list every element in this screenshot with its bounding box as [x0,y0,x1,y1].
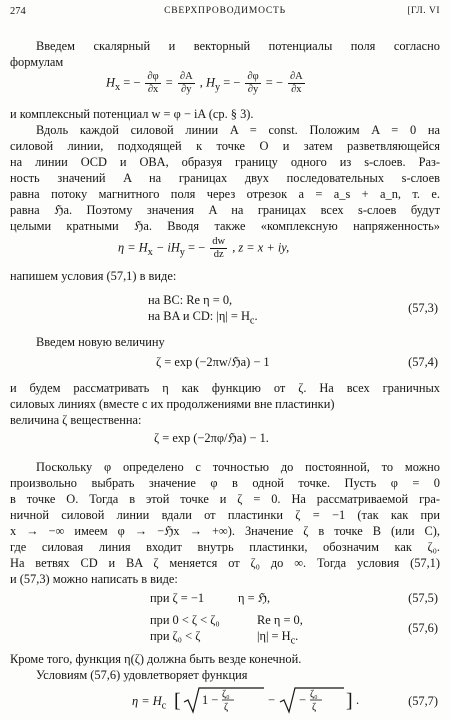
text-line: на линии OCD и OBA, образуя границу одного из s-слоев. Раз- [10,155,440,169]
fraction: $\frac{\partial A}{\partial y}$ [179,71,193,95]
fraction: $\frac{\partial\varphi}{\partial y}$ [247,71,259,95]
text-line: ничной силовой линии вдали от пластинки ζ = −1 (так как при [10,508,440,522]
equation-condition-b: при 0 < ζ < ζ₀ [150,613,220,627]
fraction: $\frac{dw}{dz}$ [212,236,226,260]
svg-text:−: − [268,693,275,707]
equation-condition-a: при ζ = −1 [150,591,205,605]
svg-text:−: − [299,693,306,707]
text-line: и будем рассматривать η как функцию от ζ. На всех граничных [10,381,440,395]
text-line: и (57,3) можно написать в виде: [10,572,178,586]
right-bracket: ] [346,690,353,712]
text-line: Условиям (57,6) удовлетворяет функция [36,668,248,682]
equation-potentials: $H_x$ = − $\frac{\partial\varphi}{\partial x}$ = $\frac{\partial A}{\partial y}$ , $H_y$ = − $\frac{\partial\varphi}{\partial y}$ = − $\frac{\partial A}{\partial x}$ [106,71,303,95]
text-line: формулам [10,55,64,69]
text-line: Введем скалярный и векторный потенциалы поля согласно [36,39,440,53]
page-header [0,6,450,22]
equation-zeta-real: ζ = exp (−2πφ/ℌa) − 1. [154,431,269,445]
text-line: напишем условия (57,1) в виде: [10,269,177,283]
equation-number: (57,4) [408,355,438,369]
equation-condition-c-value: $|\eta| = H_c$. [257,629,299,647]
fraction: $\frac{\partial\varphi}{\partial x}$ [147,71,159,95]
equation-number: (57,3) [408,301,438,315]
equation-conditions-row: на BC: Re η = 0, [148,293,233,307]
svg-text:ζ: ζ [224,702,229,713]
text-line: в точке O. Тогда в этой точке и ζ = 0. На рассматриваемой гра- [10,492,440,506]
running-title: СВЕРХПРОВОДИМОСТЬ [164,6,286,16]
chapter-label: [ГЛ. VI [407,6,440,16]
equation-solution: $\eta = H_c$ [ 1 − ζ₀ ζ − − ζ₀ ζ ] . [132,689,166,719]
text-line: равна ℌa. Поэтому значения A на границах всех s-слоев будут [10,203,440,217]
text-line: Вдоль каждой силовой линии A = const. Положим A = 0 на [36,123,440,137]
text-line: целыми кратными ℌa. Вводя также «комплексную напряженность» [10,219,440,233]
text-line: Кроме того, функция η(ζ) должна быть везде конечной. [10,652,302,666]
text-line: Введем новую величину [36,335,165,349]
text-line: Поскольку φ определено с точностью до постоянной, то можно [36,460,440,474]
page-number: 274 [10,6,26,17]
fraction: $\frac{\partial A}{\partial x}$ [289,71,303,95]
equation-number: (57,5) [408,591,438,605]
text-line: величина ζ вещественна: [10,413,142,427]
text-line: На ветвях CD и BA ζ меняется от ζ₀ до ∞. Тогда условия (57,1) [10,556,440,570]
text-line: ность значений A на границах двух последовательных s-слоев [10,171,440,185]
equation-complex-field: $\eta = H_x - iH_y$ = − $\frac{dw}{dz}$ , z = x + iy, [118,236,290,260]
equation-conditions-row: на BA и CD: $|\eta| = H_c$. [148,309,258,327]
text-line: где силовая линия входит внутрь пластинки, обозначим как ζ₀. [10,540,440,554]
left-bracket: [ [174,690,181,712]
svg-text:ζ: ζ [312,702,317,713]
text-line: силовой линии, подходящей к точке O и затем разветвляющейся [10,139,440,153]
text-line: и комплексный потенциал w = φ − iA (ср. § 3). [10,107,254,121]
text-line: произвольно выбрать значение φ в одной точке. Пусть φ = 0 [10,476,440,490]
equation-condition-b-value: Re η = 0, [257,613,303,627]
equation-number: (57,7) [408,694,438,708]
equation-number: (57,6) [408,621,438,635]
text-line: равна потоку магнитного поля через отрезок a = a_s + a_n, т. е. [10,187,440,201]
text-line: силовых линиях (вместе с их продолжениями вне пластинки) [10,397,335,411]
equation-condition-c: при ζ₀ < ζ [150,629,201,643]
svg-text:1 −: 1 − [202,693,219,707]
svg-text:ζ₀: ζ₀ [310,689,318,700]
sqrt-expression [172,685,372,715]
svg-text:.: . [356,693,360,707]
equation-zeta-definition: ζ = exp (−2πw/ℌa) − 1 [156,355,270,369]
equation-condition-a-value: η = ℌ, [238,591,271,605]
svg-text:ζ₀: ζ₀ [222,689,230,700]
text-line: x → −∞ имеем φ → −ℌx → +∞). Значение ζ в точке B (или C), [10,524,440,538]
